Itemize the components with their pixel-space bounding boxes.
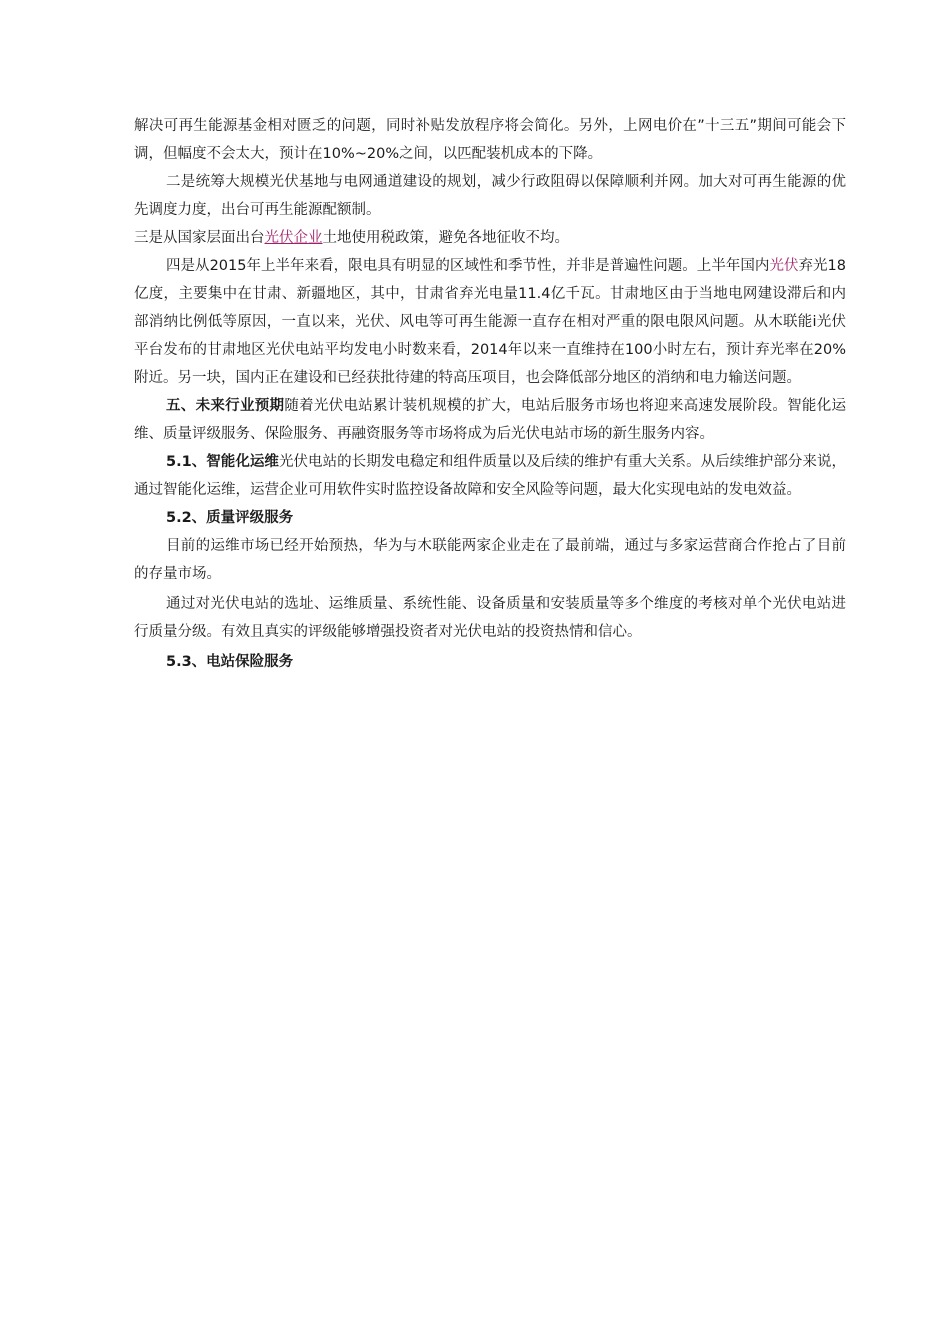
paragraph-point-four-text-b: 弃光18亿度，主要集中在甘肃、新疆地区，其中，甘肃省弃光电量11.4亿千瓦。甘肃地区由于当地电网建设滞后和内部消纳比例低等原因，一直以来，光伏、风电等可再生能源一直存在相对严重的限电限风问题。从木联能i光伏平台发布的甘肃地区光伏电站平均发电小时数来看，2014年以来一直维持在100小时左右，预计弃光率在20%附近。另一块，国内正在建设和已经获批待建的特高压项目，也会降低部分地区的消纳和电力输送问题。 bbox=[134, 258, 847, 386]
pv-enterprise-link[interactable]: 光伏企业 bbox=[264, 230, 323, 246]
paragraph-point-two bbox=[134, 168, 846, 224]
paragraph-fund-text: 解决可再生能源基金相对匮乏的问题，同时补贴发放程序将会简化。另外，上网电价在”十三五”期间可能会下调，但幅度不会太大，预计在10%~20%之间，以匹配装机成本的下降。 bbox=[134, 118, 846, 162]
paragraph-point-three-text-b: 土地使用税政策，避免各地征收不均。 bbox=[322, 230, 569, 246]
paragraph-section-5-1 bbox=[134, 448, 846, 504]
paragraph-point-three bbox=[134, 224, 846, 252]
section-5-2-text-b: 通过对光伏电站的选址、运维质量、系统性能、设备质量和安装质量等多个维度的考核对单个光伏电站进行质量分级。有效且真实的评级能够增强投资者对光伏电站的投资热情和信心。 bbox=[134, 596, 846, 640]
paragraph-fund bbox=[134, 112, 846, 168]
section-5-1-text: 光伏电站的长期发电稳定和组件质量以及后续的维护有重大关系。从后续维护部分来说，通过智能化运维，运营企业可用软件实时监控设备故障和安全风险等问题，最大化实现电站的发电效益。 bbox=[134, 454, 846, 498]
paragraph-section-5-2-a bbox=[134, 532, 846, 588]
section-5-2-heading: 5.2、质量评级服务 bbox=[166, 510, 294, 526]
paragraph-point-four-text-a: 四是从2015年上半年来看，限电具有明显的区域性和季节性，并非是普遍性问题。上半年国内 bbox=[166, 258, 770, 274]
paragraph-section-five bbox=[134, 392, 846, 448]
section-5-1-heading: 5.1、智能化运维 bbox=[166, 454, 279, 470]
section-5-2-text-a: 目前的运维市场已经开始预热，华为与木联能两家企业走在了最前端，通过与多家运营商合作抢占了目前的存量市场。 bbox=[134, 538, 846, 582]
paragraph-point-three-text-a: 三是从国家层面出台 bbox=[134, 230, 265, 246]
paragraph-point-four bbox=[134, 252, 846, 392]
document-page bbox=[134, 112, 846, 676]
section-five-text: 随着光伏电站累计装机规模的扩大，电站后服务市场也将迎来高速发展阶段。智能化运维、质量评级服务、保险服务、再融资服务等市场将成为后光伏电站市场的新生服务内容。 bbox=[134, 398, 846, 442]
paragraph-section-5-2-b bbox=[134, 590, 846, 646]
pv-link[interactable]: 光伏 bbox=[769, 258, 799, 274]
section-five-heading: 五、未来行业预期 bbox=[166, 398, 285, 414]
section-5-3-heading: 5.3、电站保险服务 bbox=[166, 654, 294, 670]
paragraph-point-two-text: 二是统筹大规模光伏基地与电网通道建设的规划，减少行政阻碍以保障顺利并网。加大对可再生能源的优先调度力度，出台可再生能源配额制。 bbox=[134, 174, 846, 218]
